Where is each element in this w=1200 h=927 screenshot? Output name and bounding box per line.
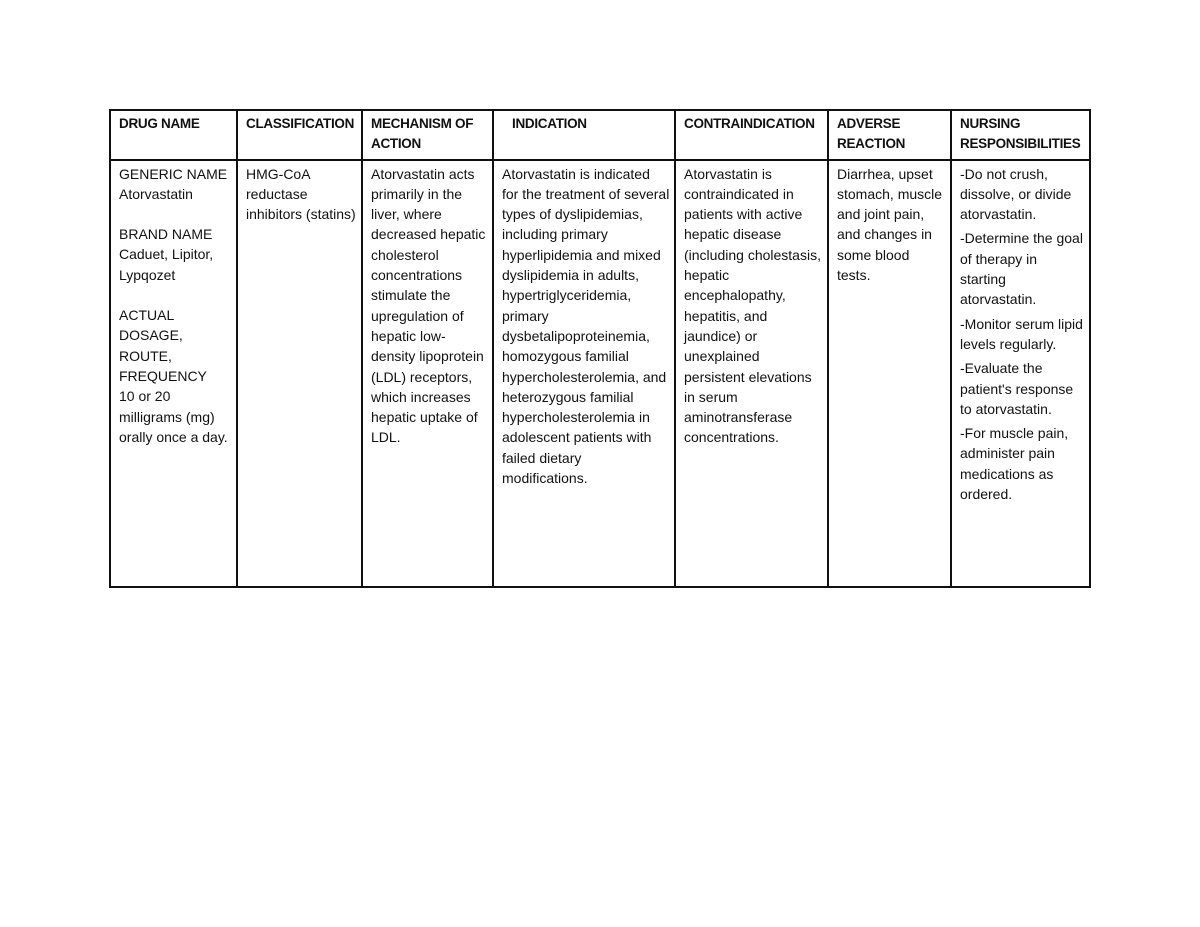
nursing-item: -Do not crush, dissolve, or divide atorvastatin. (960, 165, 1072, 223)
header-mechanism-line2: ACTION (371, 136, 421, 152)
header-mechanism (362, 110, 493, 160)
generic-name-label: GENERIC NAME (119, 165, 228, 182)
cell-mechanism: Atorvastatin acts primarily in the liver, where decreased hepatic cholesterol concentrations stimulate the upregulation of hepatic low-density lipoprotein (LDL) receptors, which increases hepatic uptake of LDL. (362, 160, 493, 587)
table-row (110, 160, 1090, 587)
header-contraindication: CONTRAINDICATION (675, 110, 828, 160)
header-adverse-reaction (828, 110, 951, 160)
brand-name-label: BRAND NAME (119, 226, 213, 243)
dosage-value: 10 or 20 milligrams (mg) orally once a day. (119, 388, 228, 445)
cell-nursing (951, 160, 1090, 587)
cell-classification: HMG-CoA reductase inhibitors (statins) (237, 160, 362, 587)
header-classification: CLASSIFICATION (237, 110, 362, 160)
header-nursing-line1: NURSING (960, 116, 1021, 131)
header-adverse-line1: ADVERSE (837, 116, 901, 131)
cell-adverse-reaction: Diarrhea, upset stomach, muscle and joint pain, and changes in some blood tests. (828, 160, 951, 587)
header-mechanism-line1: MECHANISM OF (371, 116, 474, 131)
nursing-item: -For muscle pain, administer pain medications as ordered. (960, 425, 1069, 503)
header-drug-name: DRUG NAME (110, 110, 237, 160)
dosage-label: ACTUAL DOSAGE, ROUTE, FREQUENCY (119, 307, 207, 384)
nursing-item: -Monitor serum lipid levels regularly. (960, 315, 1083, 352)
table-header-row (110, 110, 1090, 160)
header-nursing-line2: RESPONSIBILITIES (960, 136, 1081, 152)
cell-indication: Atorvastatin is indicated for the treatment of several types of dyslipidemias, including primary hyperlipidemia and mixed dyslipidemia in adults, hypertriglyceridemia, primary dysbetalipoproteinemia, homozygous familial hypercholesterolemia, and heterozygous familial hypercholesterolemia in adolescent patients with failed dietary modifications. (493, 160, 675, 587)
nursing-item: -Determine the goal of therapy in starting atorvastatin. (960, 230, 1083, 308)
generic-name-value: Atorvastatin (119, 185, 193, 202)
cell-contraindication: Atorvastatin is contraindicated in patients with active hepatic disease (including cholestasis, hepatic encephalopathy, hepatitis, and jaundice) or unexplained persistent elevations in serum aminotransferase concentrations. (675, 160, 828, 587)
cell-drug-name (110, 160, 237, 587)
nursing-item: -Evaluate the patient's response to atorvastatin. (960, 360, 1074, 417)
header-indication: INDICATION (493, 110, 675, 160)
drug-study-table (109, 109, 1091, 588)
brand-name-value: Caduet, Lipitor, Lypqozet (119, 246, 214, 283)
header-adverse-line2: REACTION (837, 136, 906, 152)
header-nursing (951, 110, 1090, 160)
